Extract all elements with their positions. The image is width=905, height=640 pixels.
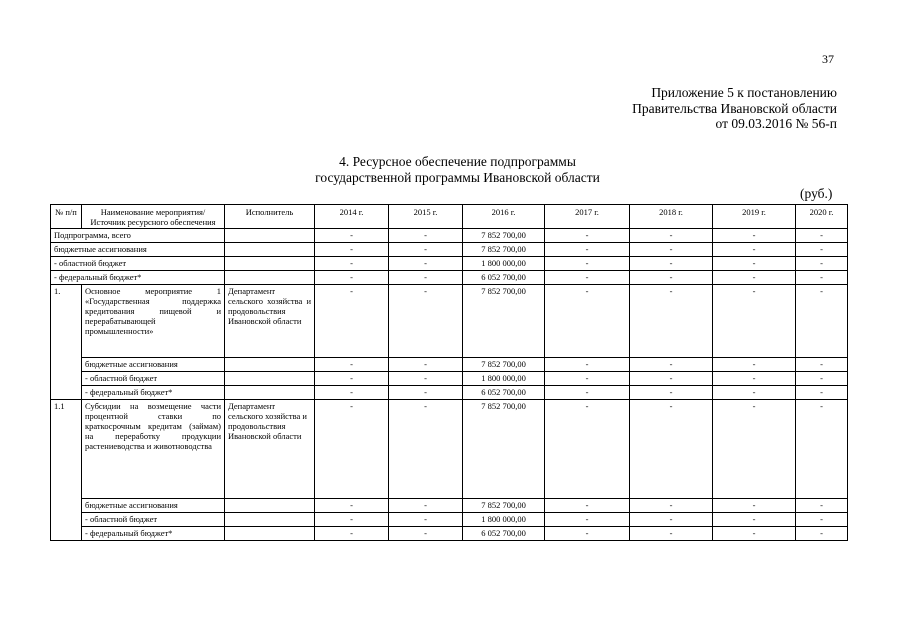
cell-value: - <box>315 400 389 499</box>
cell-value: - <box>630 527 713 541</box>
row-label: - областной бюджет <box>82 513 225 527</box>
cell-value: - <box>315 372 389 386</box>
cell-value: - <box>389 513 463 527</box>
header-year: 2017 г. <box>545 205 630 229</box>
header-executor: Исполнитель <box>225 205 315 229</box>
cell-value: - <box>545 527 630 541</box>
header-num: № п/п <box>51 205 82 229</box>
row-label: бюджетные ассигнования <box>82 499 225 513</box>
table-row <box>51 372 848 386</box>
cell-value: - <box>389 257 463 271</box>
cell-value: - <box>315 243 389 257</box>
table-row <box>51 386 848 400</box>
item-name: Основное мероприятие 1 «Государственная поддержка кредитования пищевой и перерабатывающей промышленности» <box>82 285 225 358</box>
item-executor: Департамент сельского хозяйства и продовольствия Ивановской области <box>225 285 315 358</box>
cell-value: - <box>796 372 848 386</box>
row-executor <box>225 386 315 400</box>
cell-value: 1 800 000,00 <box>463 372 545 386</box>
table-row <box>51 243 848 257</box>
cell-value: - <box>630 358 713 372</box>
item-name: Субсидии на возмещение части процентной ставки по краткосрочным кредитам (займам) на переработку продукции растениеводства и животноводства <box>82 400 225 499</box>
cell-value: - <box>545 386 630 400</box>
row-executor <box>225 499 315 513</box>
table-row <box>51 257 848 271</box>
row-executor <box>225 358 315 372</box>
cell-value: - <box>315 527 389 541</box>
row-executor <box>225 527 315 541</box>
cell-value: - <box>630 400 713 499</box>
cell-value: 7 852 700,00 <box>463 400 545 499</box>
row-label: Подпрограмма, всего <box>51 229 225 243</box>
cell-value: - <box>796 358 848 372</box>
cell-value: - <box>630 229 713 243</box>
cell-value: - <box>545 229 630 243</box>
cell-value: - <box>630 372 713 386</box>
row-label: бюджетные ассигнования <box>51 243 225 257</box>
cell-value: - <box>713 513 796 527</box>
table-row-item-1-1 <box>51 400 848 499</box>
cell-value: - <box>713 400 796 499</box>
cell-value: - <box>545 513 630 527</box>
title-line-1: 4. Ресурсное обеспечение подпрограммы <box>339 154 576 169</box>
row-label: - федеральный бюджет* <box>82 386 225 400</box>
header-year: 2019 г. <box>713 205 796 229</box>
row-label: - федеральный бюджет* <box>51 271 225 285</box>
cell-value: - <box>315 271 389 285</box>
item-executor: Департамент сельского хозяйства и продовольствия Ивановской области <box>225 400 315 499</box>
row-label: - областной бюджет <box>51 257 225 271</box>
cell-value: - <box>389 271 463 285</box>
cell-value: - <box>796 229 848 243</box>
document-title <box>0 154 905 186</box>
appendix-line-2: Правительства Ивановской области <box>632 100 837 116</box>
cell-value: - <box>630 243 713 257</box>
cell-value: 7 852 700,00 <box>463 243 545 257</box>
cell-value: - <box>796 527 848 541</box>
title-line-2: государственной программы Ивановской области <box>315 170 600 185</box>
table-row <box>51 513 848 527</box>
table-row <box>51 229 848 243</box>
cell-value: - <box>630 513 713 527</box>
cell-value: - <box>389 243 463 257</box>
cell-value: - <box>389 386 463 400</box>
cell-value: - <box>630 386 713 400</box>
row-label: - областной бюджет <box>82 372 225 386</box>
cell-value: 1 800 000,00 <box>463 257 545 271</box>
cell-value: - <box>315 285 389 358</box>
cell-value: - <box>796 499 848 513</box>
row-executor <box>225 229 315 243</box>
appendix-line-3: от 09.03.2016 № 56-п <box>715 116 837 131</box>
cell-value: - <box>315 386 389 400</box>
cell-value: - <box>315 358 389 372</box>
row-executor <box>225 243 315 257</box>
cell-value: - <box>545 358 630 372</box>
cell-value: 6 052 700,00 <box>463 271 545 285</box>
row-executor <box>225 372 315 386</box>
cell-value: 6 052 700,00 <box>463 527 545 541</box>
cell-value: 6 052 700,00 <box>463 386 545 400</box>
cell-value: 7 852 700,00 <box>463 358 545 372</box>
cell-value: - <box>796 257 848 271</box>
cell-value: - <box>796 400 848 499</box>
cell-value: - <box>389 358 463 372</box>
resource-table <box>50 204 848 541</box>
cell-value: - <box>545 243 630 257</box>
currency-unit: (руб.) <box>800 186 833 201</box>
cell-value: 7 852 700,00 <box>463 285 545 358</box>
cell-value: - <box>713 285 796 358</box>
table-row <box>51 271 848 285</box>
cell-value: - <box>545 372 630 386</box>
cell-value: - <box>713 271 796 285</box>
cell-value: - <box>630 285 713 358</box>
cell-value: - <box>713 527 796 541</box>
header-year: 2016 г. <box>463 205 545 229</box>
cell-value: 7 852 700,00 <box>463 229 545 243</box>
cell-value: - <box>545 257 630 271</box>
cell-value: 1 800 000,00 <box>463 513 545 527</box>
row-executor <box>225 257 315 271</box>
header-year: 2020 г. <box>796 205 848 229</box>
cell-value: - <box>315 229 389 243</box>
item-number: 1.1 <box>51 400 82 541</box>
cell-value: - <box>389 400 463 499</box>
cell-value: - <box>796 285 848 358</box>
cell-value: - <box>389 527 463 541</box>
table-row <box>51 499 848 513</box>
cell-value: - <box>315 257 389 271</box>
cell-value: - <box>389 229 463 243</box>
table-header-row <box>51 205 848 229</box>
cell-value: - <box>713 243 796 257</box>
cell-value: - <box>796 513 848 527</box>
cell-value: - <box>713 229 796 243</box>
appendix-line-1: Приложение 5 к постановлению <box>651 85 837 100</box>
cell-value: - <box>713 358 796 372</box>
cell-value: - <box>389 372 463 386</box>
cell-value: - <box>713 499 796 513</box>
cell-value: - <box>796 271 848 285</box>
row-executor <box>225 513 315 527</box>
row-label: - федеральный бюджет* <box>82 527 225 541</box>
row-executor <box>225 271 315 285</box>
cell-value: - <box>389 499 463 513</box>
table-row <box>51 527 848 541</box>
cell-value: - <box>796 243 848 257</box>
cell-value: - <box>389 285 463 358</box>
header-name: Наименование мероприятия/ Источник ресурсного обеспечения <box>82 205 225 229</box>
cell-value: - <box>315 513 389 527</box>
cell-value: - <box>630 257 713 271</box>
cell-value: - <box>545 400 630 499</box>
cell-value: - <box>545 499 630 513</box>
cell-value: - <box>713 372 796 386</box>
cell-value: - <box>545 285 630 358</box>
cell-value: 7 852 700,00 <box>463 499 545 513</box>
header-year: 2018 г. <box>630 205 713 229</box>
table-row-item-1 <box>51 285 848 358</box>
cell-value: - <box>713 386 796 400</box>
table-row <box>51 358 848 372</box>
cell-value: - <box>315 499 389 513</box>
cell-value: - <box>545 271 630 285</box>
header-year: 2014 г. <box>315 205 389 229</box>
cell-value: - <box>796 386 848 400</box>
header-year: 2015 г. <box>389 205 463 229</box>
appendix-reference <box>632 85 837 132</box>
cell-value: - <box>630 499 713 513</box>
cell-value: - <box>713 257 796 271</box>
item-number: 1. <box>51 285 82 400</box>
page-number: 37 <box>822 52 834 66</box>
row-label: бюджетные ассигнования <box>82 358 225 372</box>
cell-value: - <box>630 271 713 285</box>
